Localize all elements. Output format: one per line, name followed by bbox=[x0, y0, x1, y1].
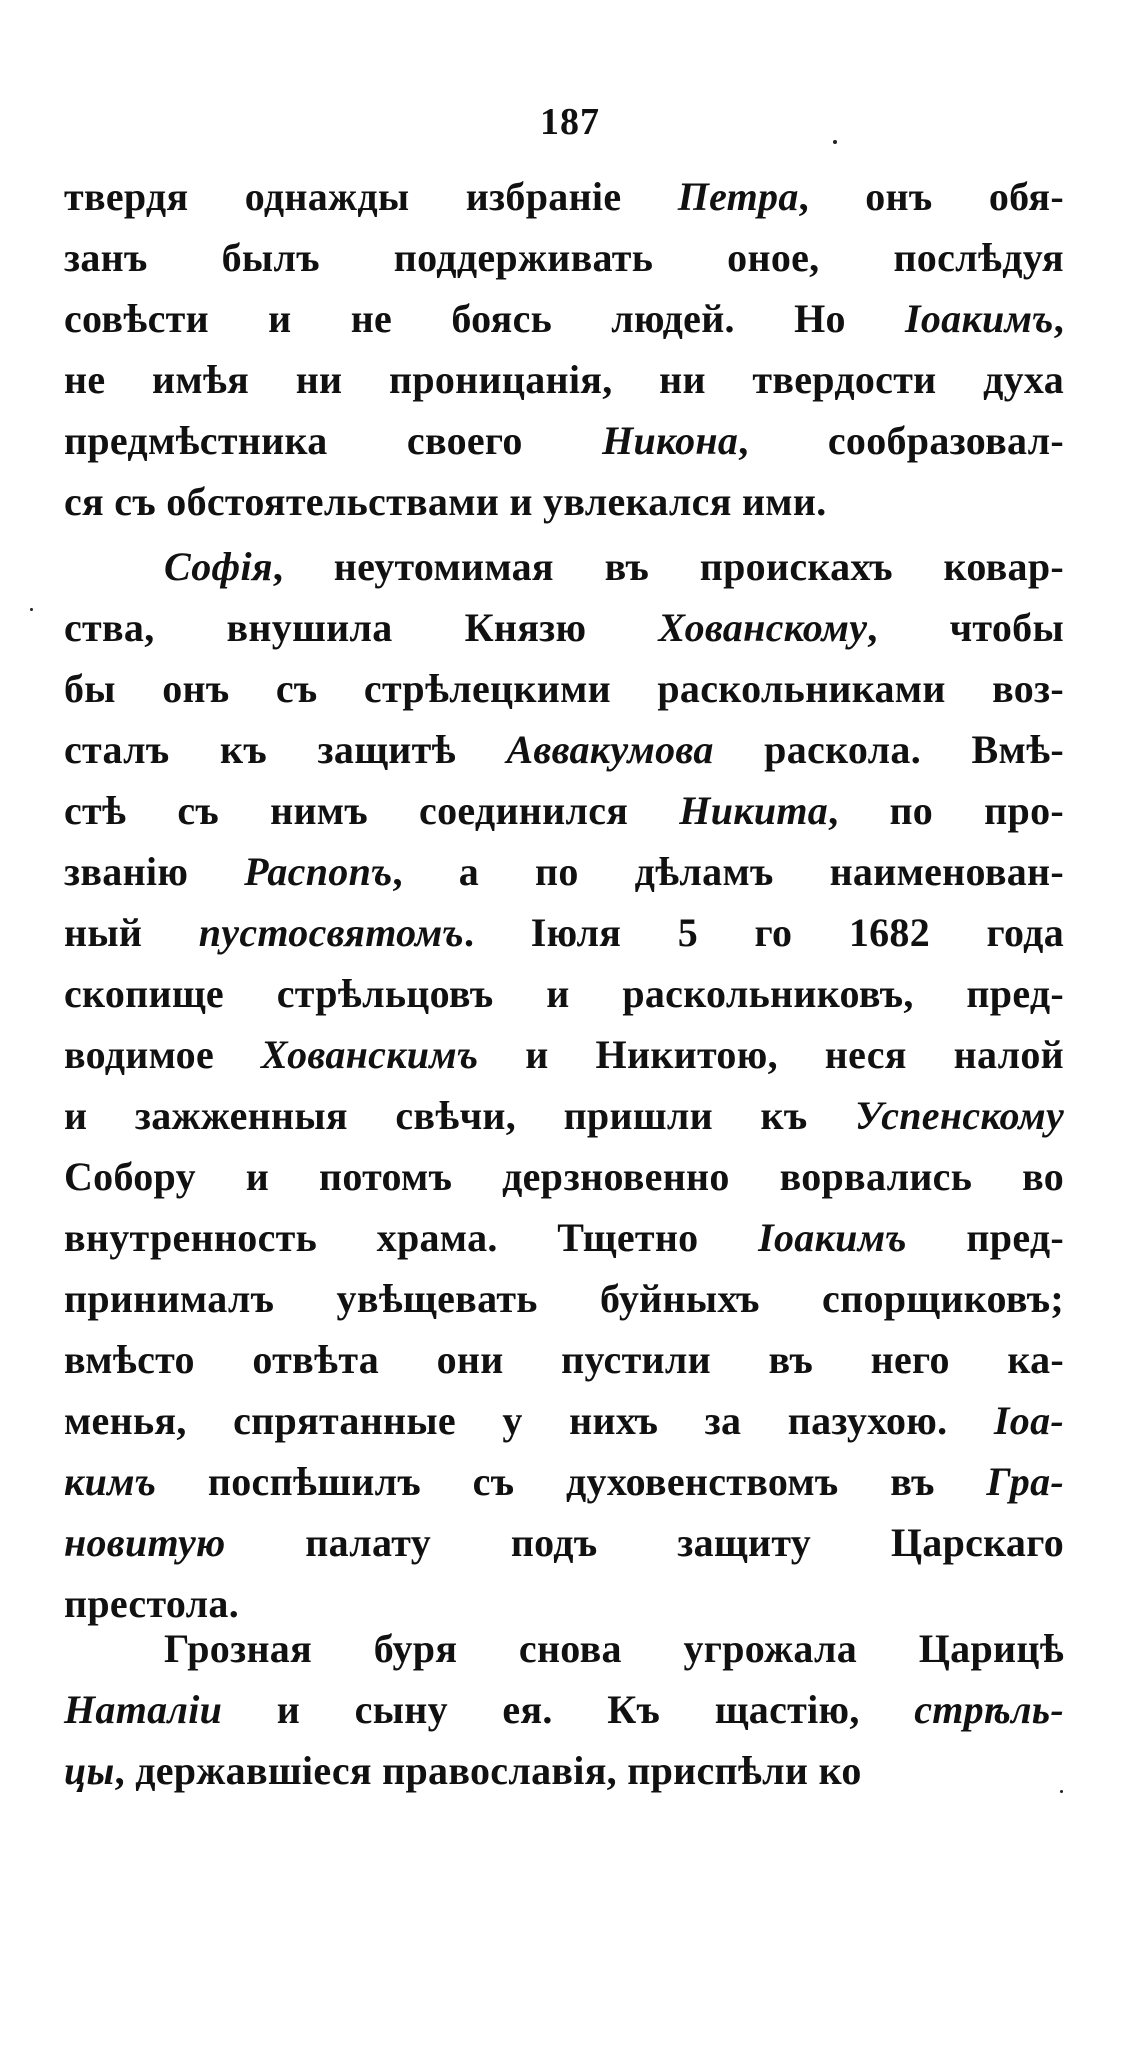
text-line bbox=[64, 963, 1064, 1024]
text-line bbox=[64, 1451, 1064, 1512]
text-run: предмѣстника своего bbox=[64, 418, 603, 463]
text-line bbox=[64, 410, 1064, 471]
text-run: твердя однажды избраніе bbox=[64, 174, 678, 219]
text-run: ный bbox=[64, 910, 199, 955]
text-run: престола. bbox=[64, 1581, 240, 1626]
text-run: ства, внушила Князю bbox=[64, 605, 659, 650]
text-run: не имѣя ни проницанія, ни твердости духа bbox=[64, 357, 1064, 402]
text-line bbox=[64, 780, 1064, 841]
text-line bbox=[64, 1740, 1064, 1801]
italic-name: Іоакимъ bbox=[905, 296, 1054, 341]
italic-name: пустосвятомъ bbox=[198, 910, 464, 955]
paragraph-3 bbox=[64, 1618, 1064, 1801]
text-run: и Никитою, неся налой bbox=[478, 1032, 1064, 1077]
text-run: , онъ обя- bbox=[798, 174, 1064, 219]
text-run: и сыну ея. Къ щастію, bbox=[222, 1687, 915, 1732]
text-run: принималъ увѣщевать буйныхъ спорщиковъ; bbox=[64, 1276, 1064, 1321]
text-run: , державшіеся православія, приспѣли ко bbox=[114, 1748, 862, 1793]
text-line bbox=[64, 349, 1064, 410]
text-run: и зажженныя свѣчи, пришли къ bbox=[64, 1093, 855, 1138]
text-run: менья, спрятанные у нихъ за пазухою. bbox=[64, 1398, 994, 1443]
text-run: пред- bbox=[906, 1215, 1064, 1260]
text-line bbox=[64, 719, 1064, 780]
text-line bbox=[64, 1268, 1064, 1329]
text-run: званію bbox=[64, 849, 245, 894]
text-line bbox=[64, 841, 1064, 902]
text-line bbox=[64, 288, 1064, 349]
text-line bbox=[64, 227, 1064, 288]
italic-name: Софія bbox=[164, 544, 273, 589]
page-number: 187 bbox=[540, 101, 600, 143]
text-run: , bbox=[1053, 296, 1064, 341]
italic-name: Аввакумова bbox=[506, 727, 714, 772]
text-run: занъ былъ поддерживать оное, послѣдуя bbox=[64, 235, 1064, 280]
italic-name: Хованскимъ bbox=[260, 1032, 479, 1077]
italic-name: Успенскому bbox=[854, 1093, 1064, 1138]
italic-name: Наталіи bbox=[64, 1687, 223, 1732]
text-run: раскола. Вмѣ- bbox=[713, 727, 1064, 772]
text-line bbox=[64, 1085, 1064, 1146]
text-run: скопище стрѣльцовъ и раскольниковъ, пред- bbox=[64, 971, 1064, 1016]
text-run: , а по дѣламъ наименован- bbox=[392, 849, 1064, 894]
text-run: поспѣшилъ съ духовенствомъ въ bbox=[156, 1459, 987, 1504]
text-line bbox=[64, 1679, 1064, 1740]
italic-name: Распопъ bbox=[244, 849, 393, 894]
italic-name: новитую bbox=[64, 1520, 226, 1565]
scan-speck bbox=[30, 608, 33, 611]
italic-name: Іоа- bbox=[993, 1398, 1064, 1443]
text-run: палату подъ защиту Царскаго bbox=[225, 1520, 1064, 1565]
italic-name: Іоакимъ bbox=[758, 1215, 907, 1260]
text-line bbox=[64, 471, 1064, 532]
text-line bbox=[64, 597, 1064, 658]
italic-name: Никита bbox=[679, 788, 829, 833]
text-line bbox=[64, 658, 1064, 719]
text-line bbox=[64, 1512, 1064, 1573]
text-run: бы онъ съ стрѣлецкими раскольниками воз- bbox=[64, 666, 1064, 711]
text-run: вмѣсто отвѣта они пустили въ него ка- bbox=[64, 1337, 1064, 1382]
text-line bbox=[64, 1329, 1064, 1390]
text-run: . Іюля 5 го 1682 года bbox=[463, 910, 1064, 955]
text-line bbox=[64, 536, 1064, 597]
text-run: стѣ съ нимъ соединился bbox=[64, 788, 680, 833]
scan-speck bbox=[1060, 1790, 1063, 1793]
text-run: ся съ обстоятельствами и увлекался ими. bbox=[64, 479, 827, 524]
text-run: внутренность храма. Тщетно bbox=[64, 1215, 759, 1260]
paragraph-1 bbox=[64, 166, 1064, 532]
scan-speck bbox=[833, 140, 837, 144]
text-run: Грозная буря снова угрожала Царицѣ bbox=[164, 1626, 1064, 1671]
italic-name: Гра- bbox=[986, 1459, 1064, 1504]
text-line bbox=[64, 166, 1064, 227]
text-run: водимое bbox=[64, 1032, 261, 1077]
text-run: совѣсти и не боясь людей. Но bbox=[64, 296, 906, 341]
text-line bbox=[64, 1146, 1064, 1207]
text-line bbox=[64, 1618, 1064, 1679]
italic-name: стрѣль- bbox=[914, 1687, 1064, 1732]
text-line bbox=[64, 902, 1064, 963]
text-run: , сообразовал- bbox=[738, 418, 1064, 463]
text-line bbox=[64, 1390, 1064, 1451]
italic-name: цы bbox=[64, 1748, 115, 1793]
text-line bbox=[64, 1024, 1064, 1085]
text-run: , неутомимая въ проискахъ ковар- bbox=[272, 544, 1064, 589]
text-run: , чтобы bbox=[867, 605, 1064, 650]
italic-name: Хованскому bbox=[658, 605, 868, 650]
text-line bbox=[64, 1207, 1064, 1268]
italic-name: кимъ bbox=[64, 1459, 157, 1504]
text-run: , по про- bbox=[828, 788, 1064, 833]
text-run: Собору и потомъ дерзновенно ворвались во bbox=[64, 1154, 1064, 1199]
text-run: сталъ къ защитѣ bbox=[64, 727, 507, 772]
italic-name: Петра bbox=[677, 174, 799, 219]
italic-name: Никона bbox=[602, 418, 739, 463]
paragraph-2 bbox=[64, 536, 1064, 1634]
